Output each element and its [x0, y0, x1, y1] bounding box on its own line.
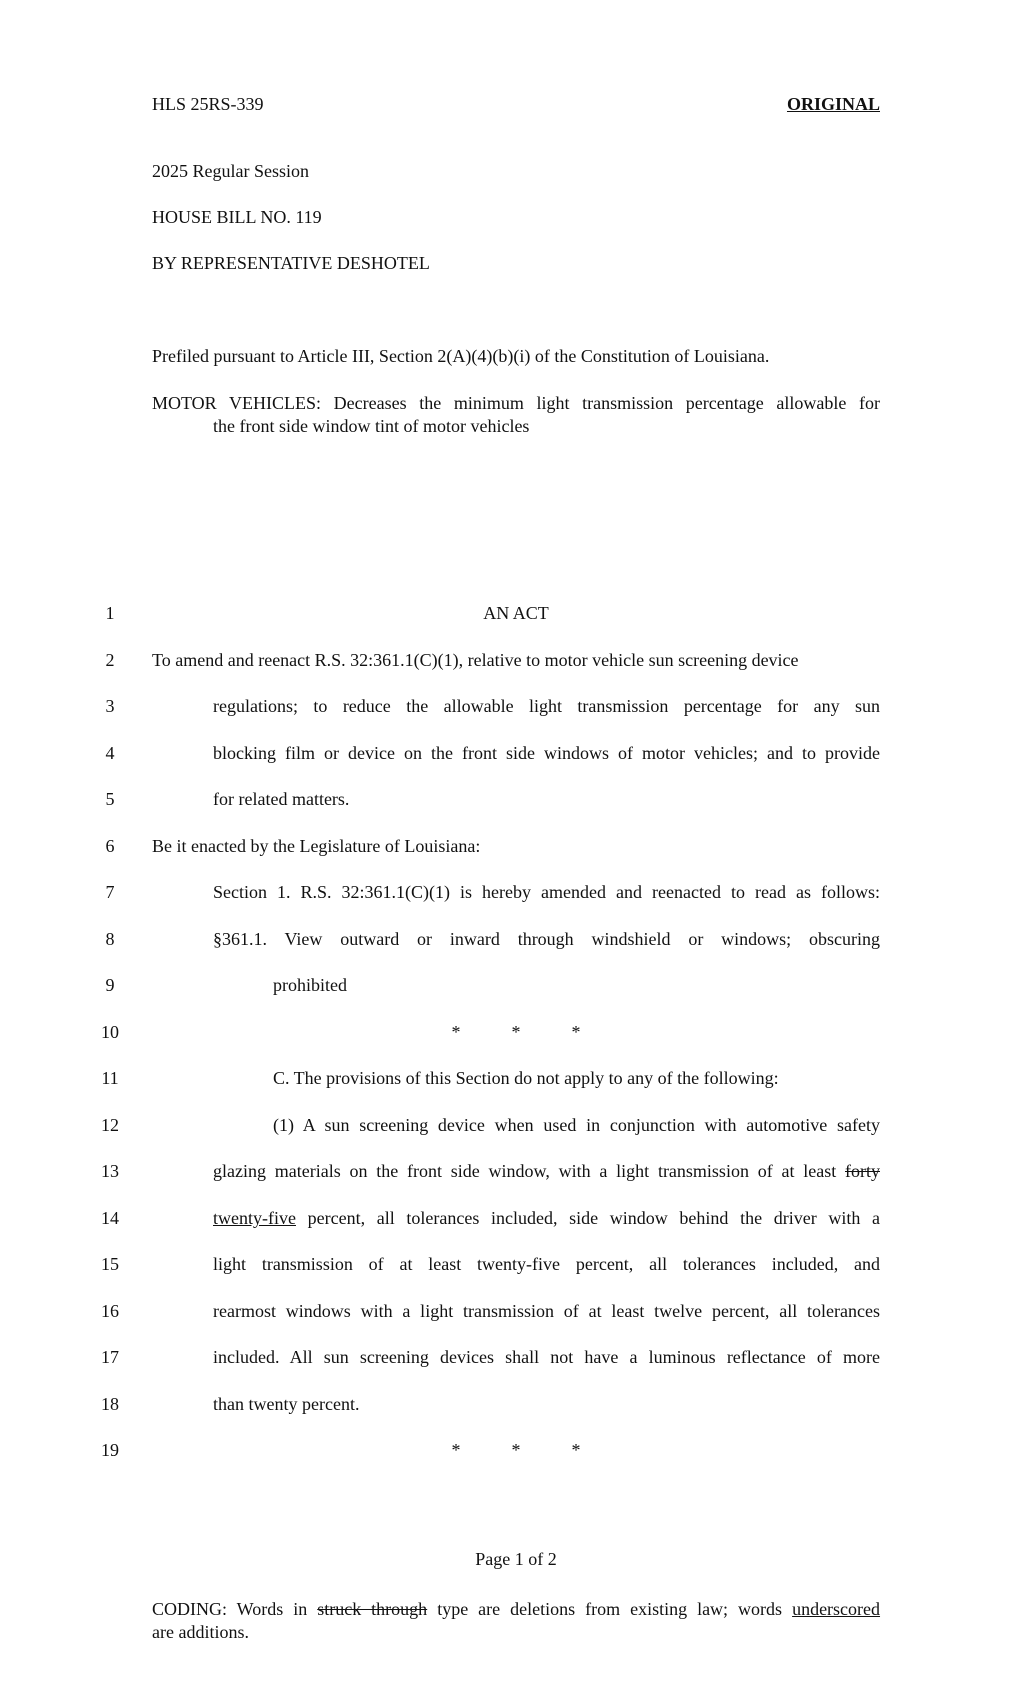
coding-line-2: are additions. [152, 1622, 249, 1642]
subsection-c: C. The provisions of this Section do not apply to any of the following: [273, 1068, 779, 1088]
line-number: 18 [101, 1394, 119, 1414]
star: * [451, 1022, 461, 1042]
omission-stars [426, 1021, 606, 1043]
enacting-clause: Be it enacted by the Legislature of Louisiana: [152, 836, 481, 856]
status-label: ORIGINAL [786, 94, 880, 114]
body-line-16: rearmost windows with a light transmission of at least twelve percent, all tolerances [213, 1301, 880, 1321]
star: * [511, 1022, 521, 1042]
line-number: 15 [101, 1254, 119, 1274]
struck-text: forty [845, 1161, 880, 1181]
digest-line-2: the front side window tint of motor vehicles [213, 416, 530, 436]
line-number: 13 [101, 1161, 119, 1181]
line-number: 12 [101, 1115, 119, 1135]
star: * [571, 1440, 581, 1460]
line-number: 17 [101, 1347, 119, 1367]
body-line-13 [213, 1160, 880, 1182]
line-number: 7 [105, 882, 115, 902]
omission-stars [426, 1439, 606, 1461]
text-run: percent, all tolerances included, side window behind the driver with a [307, 1208, 880, 1228]
prefiled-note: Prefiled pursuant to Article III, Section 2(A)(4)(b)(i) of the Constitution of Louisiana. [152, 346, 770, 366]
statute-heading: §361.1. View outward or inward through windshield or windows; obscuring [213, 929, 880, 949]
section-line: Section 1. R.S. 32:361.1(C)(1) is hereby amended and reenacted to read as follows: [213, 882, 880, 902]
body-line-18: than twenty percent. [213, 1394, 360, 1414]
digest-line-1: MOTOR VEHICLES: Decreases the minimum light transmission percentage allowable for [152, 393, 880, 413]
line-number: 8 [105, 929, 115, 949]
line-number: 19 [101, 1440, 119, 1460]
line-number: 1 [105, 603, 115, 623]
underscored-text: underscored [792, 1599, 881, 1619]
body-line-14 [213, 1207, 880, 1229]
text-run: glazing materials on the front side window, with a light transmission of at least [213, 1161, 837, 1181]
coding-line-1 [152, 1598, 880, 1620]
body-line-2: To amend and reenact R.S. 32:361.1(C)(1), relative to motor vehicle sun screening device [152, 650, 799, 670]
session-label: 2025 Regular Session [152, 161, 309, 181]
body-line-4: blocking film or device on the front side windows of motor vehicles; and to provide [213, 743, 880, 763]
body-line-5: for related matters. [213, 789, 350, 809]
bill-number: HOUSE BILL NO. 119 [152, 207, 322, 227]
star: * [451, 1440, 461, 1460]
line-number: 3 [105, 696, 115, 716]
line-number: 10 [101, 1022, 119, 1042]
added-text: twenty-five [213, 1208, 296, 1228]
line-number: 2 [105, 650, 115, 670]
star: * [511, 1440, 521, 1460]
statute-heading-cont: prohibited [273, 975, 347, 995]
act-title: AN ACT [483, 603, 549, 623]
text-run: CODING: Words in [152, 1599, 308, 1619]
document-id: HLS 25RS-339 [152, 94, 264, 114]
line-number: 4 [105, 743, 115, 763]
line-number: 9 [105, 975, 115, 995]
body-line-17: included. All sun screening devices shall not have a luminous reflectance of more [213, 1347, 880, 1367]
struck-text: struck through [317, 1599, 428, 1619]
author-line: BY REPRESENTATIVE DESHOTEL [152, 253, 430, 273]
line-number: 16 [101, 1301, 119, 1321]
text-run: type are deletions from existing law; words [437, 1599, 783, 1619]
line-number: 5 [105, 789, 115, 809]
star: * [571, 1022, 581, 1042]
page-number: Page 1 of 2 [475, 1549, 557, 1569]
paragraph-1: (1) A sun screening device when used in conjunction with automotive safety [273, 1115, 880, 1135]
body-line-15: light transmission of at least twenty-five percent, all tolerances included, and [213, 1254, 880, 1274]
body-line-3: regulations; to reduce the allowable light transmission percentage for any sun [213, 696, 880, 716]
line-number: 11 [101, 1068, 119, 1088]
line-number: 6 [105, 836, 115, 856]
line-number: 14 [101, 1208, 119, 1228]
